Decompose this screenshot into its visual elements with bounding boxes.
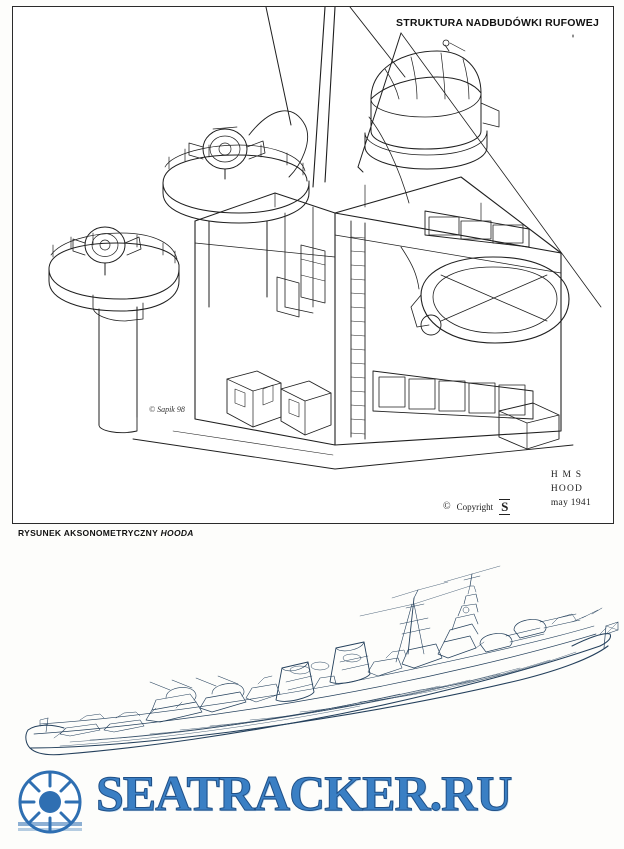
- ensign-flag: [604, 622, 618, 648]
- mast-leg-left: [313, 7, 325, 187]
- stern: [26, 725, 64, 748]
- mast-leg-right: [325, 7, 335, 182]
- turret-a: [514, 619, 546, 638]
- artist-signature: © Sapik 98: [149, 405, 185, 414]
- cable-run: [249, 111, 308, 177]
- copyright-label: Copyright: [456, 501, 494, 512]
- carley-float: [411, 257, 569, 343]
- director-tower: [463, 607, 469, 613]
- aft-superstructure-group: [146, 676, 246, 722]
- forward-turrets: [476, 614, 580, 652]
- sun-burst-logo-icon: [14, 766, 86, 838]
- figure-caption-text: RYSUNEK AKSONOMETRYCZNY: [18, 528, 161, 538]
- ship-name: HOOD: [550, 483, 584, 494]
- figure-caption-ship: HOODA: [160, 528, 194, 538]
- hull-sheer-line: [30, 646, 608, 748]
- ships-boat: [290, 666, 310, 674]
- full-ship-drawing-panel: [0, 542, 624, 772]
- page-title: STRUKTURA NADBUDÓWKI RUFOWEJ: [396, 17, 599, 29]
- mast-stay-left: [266, 7, 291, 125]
- figure-caption: [18, 528, 194, 538]
- searchlight-platform-left: [49, 227, 179, 433]
- deck-lockers: [227, 371, 331, 435]
- leader-line-secondary: [401, 33, 601, 307]
- copyright-mark: ©: [443, 501, 451, 513]
- drawing-date: may 1941: [550, 497, 591, 508]
- mainmast: [360, 582, 470, 662]
- publisher-logo: S: [501, 499, 509, 514]
- mast-stay-right: [350, 7, 405, 77]
- watermark: [0, 760, 624, 849]
- copyright-block: [443, 499, 510, 515]
- aft-turret-y: [166, 687, 196, 700]
- ship-identification-block: [551, 469, 591, 510]
- aft-superstructure-illustration: [13, 7, 613, 523]
- aft-superstructure-drawing-panel: [12, 6, 614, 524]
- aft-deckhouse-block: [195, 177, 561, 445]
- ship-prefix: H M S: [550, 470, 583, 480]
- aft-deck-locker-right: [499, 403, 559, 449]
- turret-b: [480, 633, 512, 652]
- watermark-text: SEATRACKER.RU: [96, 765, 512, 821]
- aft-guns-y: [150, 680, 192, 690]
- midships-structures: [246, 650, 406, 702]
- foremast: [470, 574, 472, 586]
- director-tower-upper-right: [365, 40, 499, 169]
- hms-hood-axonometric-illustration: [0, 542, 624, 772]
- ships-boat: [311, 662, 329, 670]
